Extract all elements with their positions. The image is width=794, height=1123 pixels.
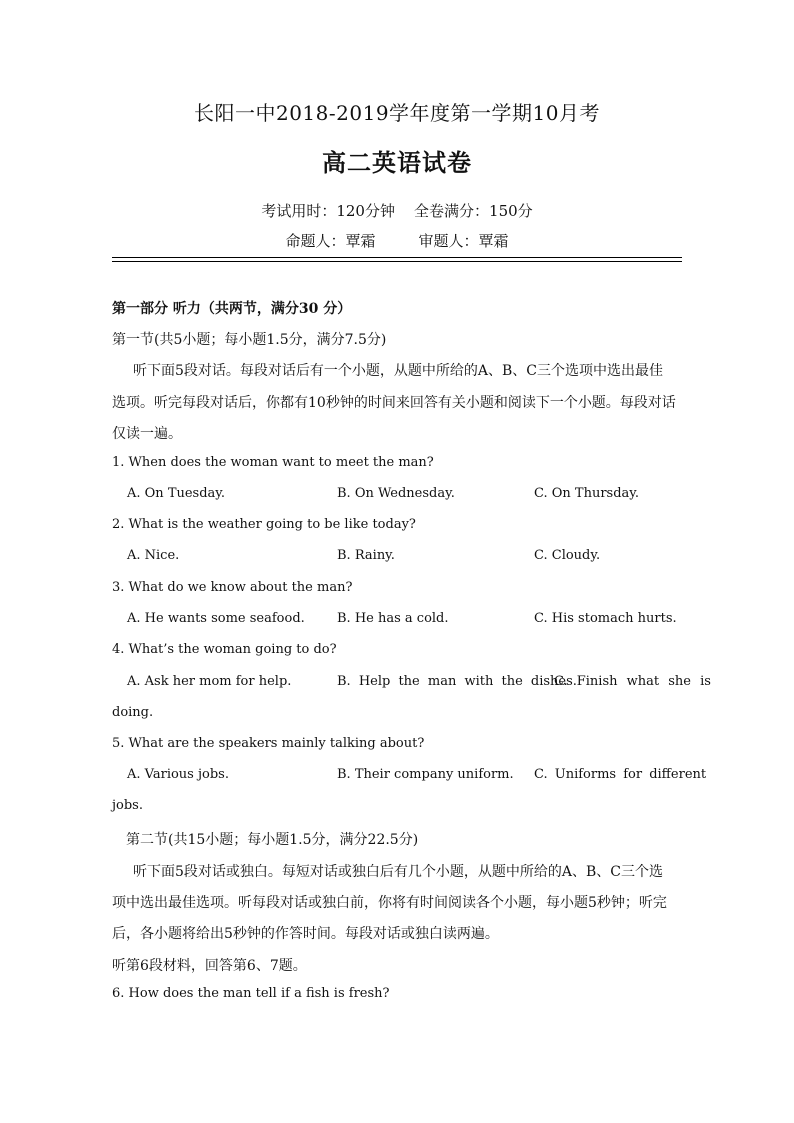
option-c: C. Uniforms for different — [534, 767, 707, 782]
section2-heading: 第二节(共15小题；每小题1.5分，满分22.5分) — [126, 832, 419, 848]
header-divider-thin — [112, 261, 682, 262]
header-divider-thick — [112, 257, 682, 258]
option-c: C. On Thursday. — [534, 486, 640, 501]
exam-title: 长阳一中2018-2019学年度第一学期10月考 — [193, 101, 600, 125]
material-instruction: 听第6段材料，回答第6、7题。 — [112, 958, 307, 974]
option-b: B. Their company uniform. — [337, 767, 514, 782]
option-a: A. Various jobs. — [127, 767, 229, 782]
question-stem: 2. What is the weather going to be like today? — [112, 517, 416, 532]
section2-instructions-line1: 听下面5段对话或独白。每短对话或独白后有几个小题，从题中所给的A、B、C三个选 — [133, 864, 664, 880]
option-b: B. Help the man with the dishes. — [337, 674, 577, 689]
question-stem: 3. What do we know about the man? — [112, 580, 353, 595]
section1-instructions-line3: 仅读一遍。 — [112, 426, 182, 442]
question-stem: 1. When does the woman want to meet the man? — [112, 455, 434, 470]
exam-time-info: 考试用时：120分钟 全卷满分：150分 — [261, 202, 533, 220]
option-c: C. Finish what she is — [554, 674, 711, 689]
part1-heading: 第一部分 听力（共两节，满分30 分） — [112, 301, 352, 317]
option-b: B. On Wednesday. — [337, 486, 455, 501]
option-a: A. Ask her mom for help. — [127, 674, 292, 689]
section2-instructions-line2: 项中选出最佳选项。听每段对话或独白前，你将有时间阅读各个小题，每小题5秒钟；听完 — [112, 895, 667, 911]
question-stem: 4. What’s the woman going to do? — [112, 642, 337, 657]
option-a: A. He wants some seafood. — [127, 611, 305, 626]
question-stem: 5. What are the speakers mainly talking about? — [112, 736, 425, 751]
option-c-wrap: jobs. — [112, 798, 143, 813]
section1-instructions-line1: 听下面5段对话。每段对话后有一个小题，从题中所给的A、B、C三个选项中选出最佳 — [133, 363, 664, 379]
section1-heading: 第一节(共5小题；每小题1.5分，满分7.5分) — [112, 332, 387, 348]
option-a: A. On Tuesday. — [127, 486, 226, 501]
exam-subtitle: 高二英语试卷 — [322, 148, 472, 177]
exam-authors: 命题人：覃霜 审题人：覃霜 — [285, 232, 509, 250]
option-b: B. He has a cold. — [337, 611, 449, 626]
option-c: C. Cloudy. — [534, 548, 601, 563]
question-stem: 6. How does the man tell if a fish is fresh? — [112, 986, 390, 1001]
section1-instructions-line2: 选项。听完每段对话后，你都有10秒钟的时间来回答有关小题和阅读下一个小题。每段对话 — [112, 395, 676, 411]
option-c: C. His stomach hurts. — [534, 611, 677, 626]
option-a: A. Nice. — [127, 548, 180, 563]
option-b: B. Rainy. — [337, 548, 395, 563]
option-c-wrap: doing. — [112, 705, 154, 720]
section2-instructions-line3: 后，各小题将给出5秒钟的作答时间。每段对话或独白读两遍。 — [112, 926, 499, 942]
